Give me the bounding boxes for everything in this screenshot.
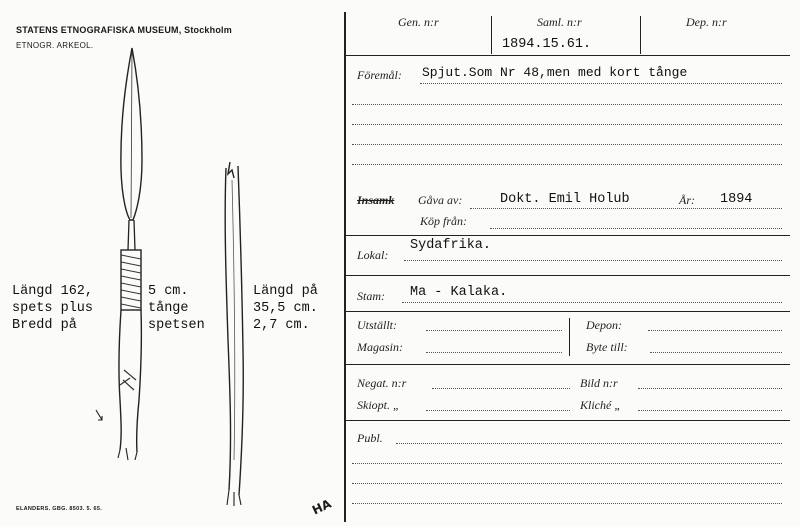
year-label: År: (679, 193, 695, 207)
gift-label: Gåva av: (418, 193, 463, 207)
object-value: Spjut.Som Nr 48,men med kort tånge (422, 65, 688, 80)
struck-label: Insamk (357, 193, 395, 207)
storage-label: Magasin: (357, 340, 403, 354)
header-divider-2 (640, 16, 641, 54)
note-tang-label: tånge (148, 301, 189, 316)
shaft-drawing (212, 160, 252, 510)
note-width-label: Bredd på (12, 318, 77, 333)
department-label: ETNOGR. ARKEOL. (16, 41, 94, 50)
gen-nr-label: Gen. n:r (398, 15, 439, 29)
saml-nr-value: 1894.15.61. (502, 37, 592, 52)
header-divider-1 (491, 16, 492, 54)
rule-header (346, 55, 790, 56)
exchange-label: Byte till: (586, 340, 628, 354)
note-length-value: 5 cm. (148, 284, 189, 299)
object-label: Föremål: (357, 68, 402, 82)
cliche-label: Kliché „ (580, 398, 621, 412)
exhibited-label: Utställt: (357, 318, 398, 332)
handwritten-initials: HA (309, 496, 334, 518)
locality-label: Lokal: (357, 248, 389, 262)
note-width-value: 2,7 cm. (253, 318, 310, 333)
note-tang-length-value: 35,5 cm. (253, 301, 318, 316)
year-value: 1894 (720, 192, 753, 207)
note-point-word: spetsen (148, 318, 205, 333)
museum-title: STATENS ETNOGRAFISKA MUSEUM, Stockholm (16, 25, 232, 35)
note-tang-length-label: Längd på (253, 284, 318, 299)
dep-nr-label: Dep. n:r (686, 15, 727, 29)
printer-imprint: ELANDERS. GBG. 8503. 5. 65. (16, 506, 103, 512)
note-point-label: spets plus (12, 301, 94, 316)
publication-label: Publ. (357, 431, 383, 445)
saml-nr-label: Saml. n:r (537, 15, 582, 29)
gift-value: Dokt. Emil Holub (500, 192, 630, 207)
note-length-label: Längd 162, (12, 284, 94, 299)
spear-drawing (90, 40, 180, 490)
purchase-label: Köp från: (420, 214, 468, 228)
locality-value: Sydafrika. (410, 238, 492, 253)
deposit-label: Depon: (586, 318, 622, 332)
tribe-label: Stam: (357, 289, 385, 303)
card-left-border (344, 12, 346, 522)
tribe-value: Ma - Kalaka. (410, 285, 508, 300)
negative-nr-label: Negat. n:r (357, 376, 407, 390)
slide-label: Skiopt. „ (357, 398, 400, 412)
image-nr-label: Bild n:r (580, 376, 618, 390)
